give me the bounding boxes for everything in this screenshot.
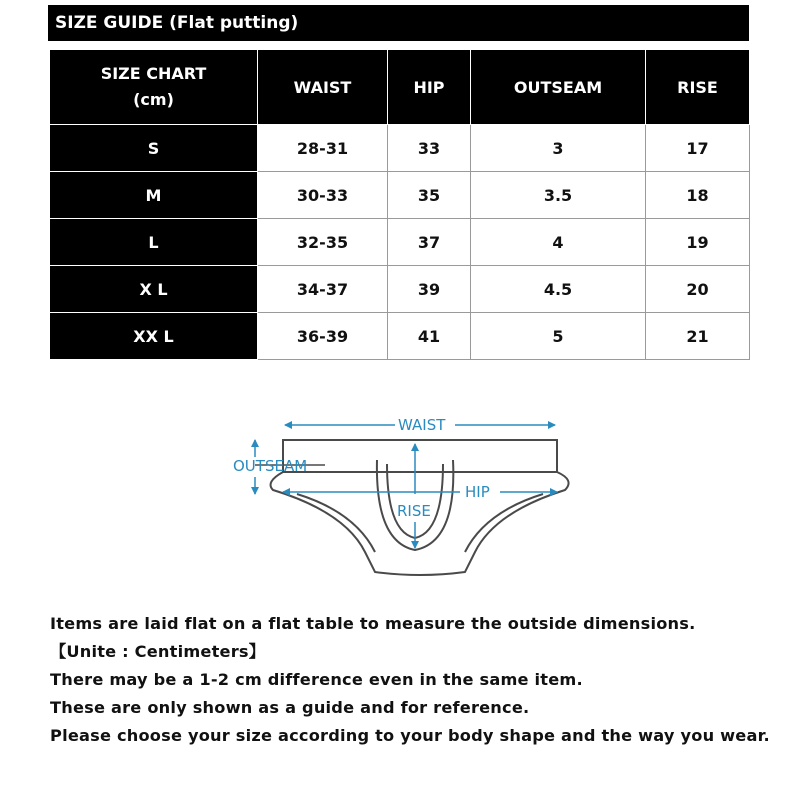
column-header-hip: HIP [388,50,471,125]
hip-cell: 33 [388,125,471,172]
size-label: L [50,219,258,266]
note-line: There may be a 1-2 cm difference even in the same item. [50,670,583,689]
note-line: Items are laid flat on a flat table to measure the outside dimensions. [50,614,696,633]
size-chart-header [50,50,258,125]
waist-cell: 34-37 [258,266,388,313]
rise-cell: 18 [646,172,750,219]
outseam-cell: 4.5 [471,266,646,313]
table-row [50,172,750,219]
size-chart-header-unit: (cm) [133,90,174,109]
table-row [50,313,750,360]
note-line: These are only shown as a guide and for reference. [50,698,530,717]
outseam-cell: 3.5 [471,172,646,219]
hip-cell: 39 [388,266,471,313]
table-row [50,219,750,266]
measurement-arrows [255,425,557,548]
size-guide-title: SIZE GUIDE (Flat putting) [48,5,749,41]
outseam-cell: 5 [471,313,646,360]
size-chart-table [49,49,750,360]
rise-label: RISE [397,502,431,520]
waist-cell: 30-33 [258,172,388,219]
hip-label: HIP [465,483,490,501]
size-label: X L [50,266,258,313]
size-label: M [50,172,258,219]
waist-cell: 28-31 [258,125,388,172]
waist-cell: 36-39 [258,313,388,360]
note-line: Please choose your size according to your body shape and the way you wear. [50,726,770,745]
rise-cell: 20 [646,266,750,313]
size-chart-header-label: SIZE CHART [100,64,207,83]
size-label: XX L [50,313,258,360]
measurement-notes [50,610,770,750]
table-row [50,266,750,313]
column-header-waist: WAIST [258,50,388,125]
table-row [50,125,750,172]
outseam-cell: 3 [471,125,646,172]
measurement-diagram [225,402,575,582]
waist-cell: 32-35 [258,219,388,266]
size-label: S [50,125,258,172]
column-header-outseam: OUTSEAM [471,50,646,125]
column-header-rise: RISE [646,50,750,125]
note-line: 【Unite : Centimeters】 [50,642,266,661]
waistband-outline [283,440,557,472]
hip-cell: 37 [388,219,471,266]
table-header-row [50,50,750,125]
outseam-label: OUTSEAM [233,457,308,475]
brief-body-outline [271,472,569,575]
outseam-cell: 4 [471,219,646,266]
hip-cell: 41 [388,313,471,360]
rise-cell: 17 [646,125,750,172]
rise-cell: 21 [646,313,750,360]
hip-cell: 35 [388,172,471,219]
rise-cell: 19 [646,219,750,266]
waist-label: WAIST [398,416,446,434]
